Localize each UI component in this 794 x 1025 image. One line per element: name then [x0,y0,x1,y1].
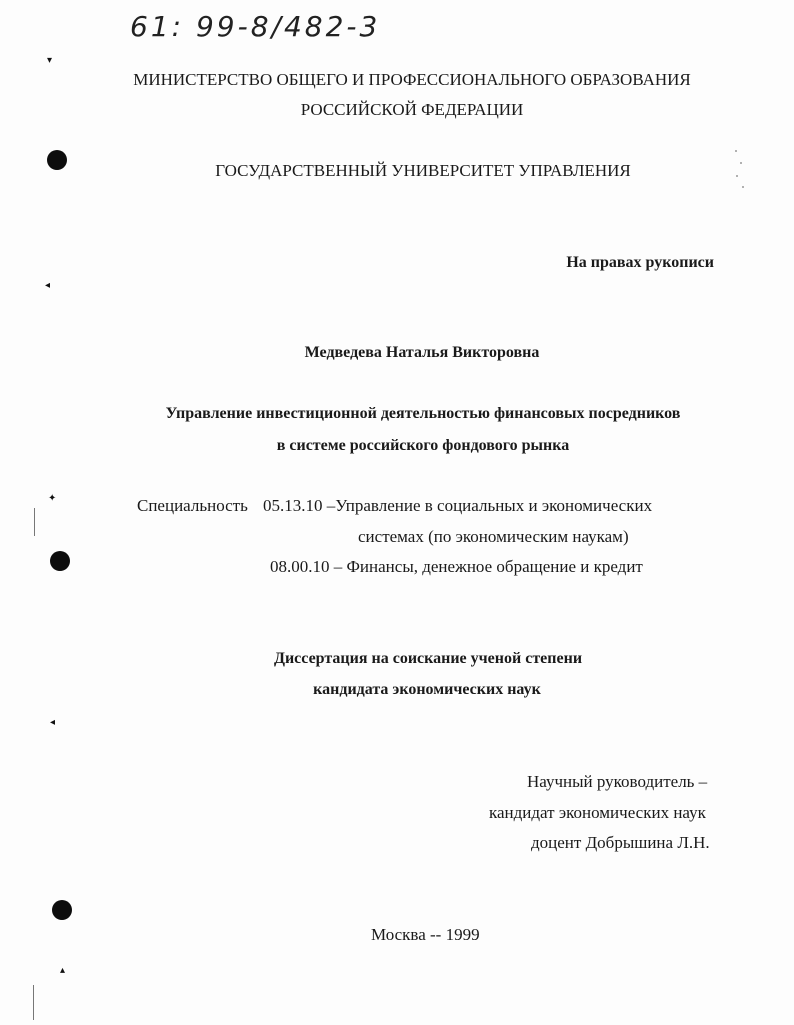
specialty-item-1-line-1: 05.13.10 –Управление в социальных и экономических [263,496,653,515]
scan-edge-line-2 [33,985,34,1020]
supervisor-line-3: доцент Добрышина Л.Н. [531,833,710,852]
ministry-line-2: РОССИЙСКОЙ ФЕДЕРАЦИИ [300,100,524,119]
margin-mark-1: ▾ [47,55,53,66]
thesis-title-line-2: в системе российского фондового рынка [276,437,570,454]
archive-number: 61: 99-8/482-3 [130,10,381,43]
dissertation-line-1: Диссертация на соискание ученой степени [273,650,583,667]
author-name: Медведева Наталья Викторовна [304,344,540,361]
dissertation-line-2: кандидата экономических наук [313,681,541,698]
specialty-item-1-line-2: системах (по экономическим наукам) [358,527,629,546]
margin-mark-3: ✦ [48,493,57,504]
manuscript-rights: На правах рукописи [566,254,714,271]
supervisor-line-2: кандидат экономических наук [489,803,706,822]
scan-speck-4 [742,186,744,188]
scan-speck-1 [735,150,737,152]
punch-hole-2 [50,551,70,571]
margin-mark-4: ◂ [50,717,56,728]
city-year: Москва -- 1999 [371,925,480,944]
ministry-line-1: МИНИСТЕРСТВО ОБЩЕГО И ПРОФЕССИОНАЛЬНОГО ОБРАЗОВАНИЯ [133,70,691,89]
margin-mark-5: ▴ [60,965,66,976]
margin-mark-2: ◂ [45,280,51,291]
punch-hole-3 [52,900,72,920]
thesis-title-line-1: Управление инвестиционной деятельностью финансовых посредников [165,405,681,422]
scan-edge-line-1 [34,508,35,536]
supervisor-line-1: Научный руководитель – [527,772,708,791]
university-name: ГОСУДАРСТВЕННЫЙ УНИВЕРСИТЕТ УПРАВЛЕНИЯ [215,161,631,180]
specialty-label: Специальность [137,496,248,515]
specialty-item-2: 08.00.10 – Финансы, денежное обращение и кредит [270,557,643,576]
